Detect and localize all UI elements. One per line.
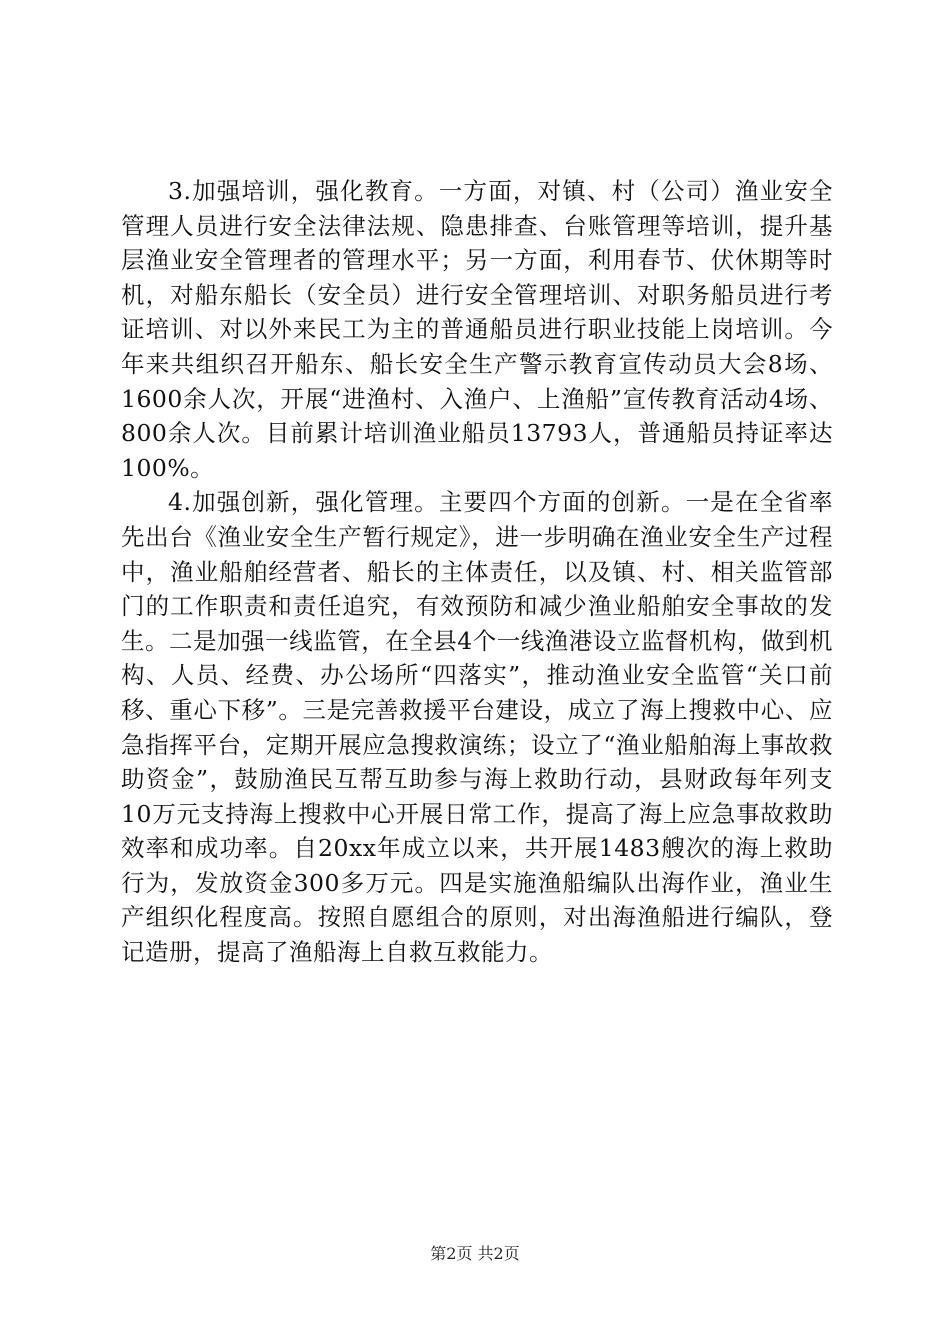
paragraph-training: 3.加强培训，强化教育。一方面，对镇、村（公司）渔业安全管理人员进行安全法律法规、隐患排查、台账管理等培训，提升基层渔业安全管理者的管理水平；另一方面，利用春节、伏休期等时机，对船东船长（安全员）进行安全管理培训、对职务船员进行考证培训、对以外来民工为主的普通船员进行职业技能上岗培训。今年来共组织召开船东、船长安全生产警示教育宣传动员大会8场、1600余人次，开展“进渔村、入渔户、上渔船”宣传教育活动4场、800余人次。目前累计培训渔业船员13793人，普通船员持证率达100%。	[121, 177, 833, 482]
page-footer: 第2页 共2页	[430, 1244, 520, 1263]
paragraph-innovation: 4.加强创新，强化管理。主要四个方面的创新。一是在全省率先出台《渔业安全生产暂行规定》，进一步明确在渔业安全生产过程中，渔业船舶经营者、船长的主体责任，以及镇、村、相关监管部门的工作职责和责任追究，有效预防和减少渔业船舶安全事故的发生。二是加强一线监管，在全县4个一线渔港设立监督机构，做到机构、人员、经费、办公场所“四落实”，推动渔业安全监管“关口前移、重心下移”。三是完善救援平台建设，成立了海上搜救中心、应急指挥平台，定期开展应急搜救演练；设立了“渔业船舶海上事故救助资金”，鼓励渔民互帮互助参与海上救助行动，县财政每年列支10万元支持海上搜救中心开展日常工作，提高了海上应急事故救助效率和成功率。自20xx年成立以来，共开展1483艘次的海上救助行为，发放资金300多万元。四是实施渔船编队出海作业，渔业生产组织化程度高。按照自愿组合的原则，对出海渔船进行编队，登记造册，提高了渔船海上自救互救能力。	[121, 488, 833, 967]
document-body	[121, 174, 833, 970]
